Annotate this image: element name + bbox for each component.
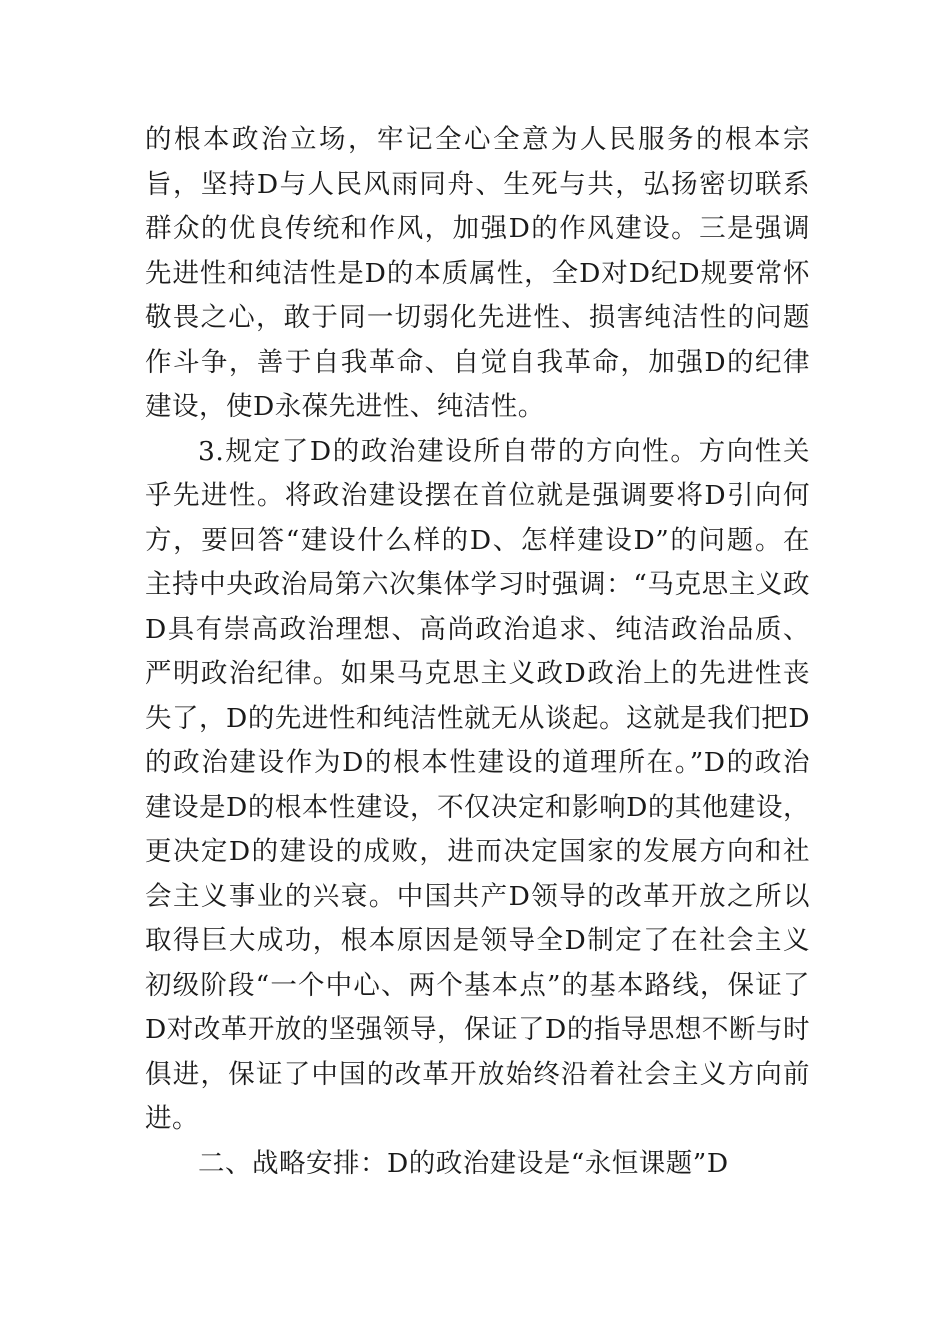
paragraph-section-3: 3.规定了D的政治建设所自带的方向性。方向性关乎先进性。将政治建设摆在首位就是强调要将D引向何方，要回答“建设什么样的D、怎样建设D”的问题。在主持中央政治局第六次集体学习时强调：“马克思主义政D具有崇高政治理想、高尚政治追求、纯洁政治品质、严明政治纪律。如果马克思主义政D政治上的先进性丧失了，D的先进性和纯洁性就无从谈起。这就是我们把D的政治建设作为D的根本性建设的道理所在。”D的政治建设是D的根本性建设，不仅决定和影响D的其他建设，更决定D的建设的成败，进而决定国家的发展方向和社会主义事业的兴衰。中国共产D领导的改革开放之所以取得巨大成功，根本原因是领导全D制定了在社会主义初级阶段“一个中心、两个基本点”的基本路线，保证了D对改革开放的坚强领导，保证了D的指导思想不断与时俱进，保证了中国的改革开放始终沿着社会主义方向前进。 bbox=[145, 435, 810, 1134]
document-body bbox=[145, 118, 810, 1186]
paragraph-continuation: 的根本政治立场，牢记全心全意为人民服务的根本宗旨，坚持D与人民风雨同舟、生死与共，弘扬密切联系群众的优良传统和作风，加强D的作风建设。三是强调先进性和纯洁性是D的本质属性，全D对D纪D规要常怀敬畏之心，敢于同一切弱化先进性、损害纯洁性的问题作斗争，善于自我革命、自觉自我革命，加强D的纪律建设，使D永葆先进性、纯洁性。 bbox=[145, 124, 810, 422]
section-heading-strategic-arrangement: 二、战略安排：D的政治建设是“永恒课题”D bbox=[198, 1147, 729, 1179]
